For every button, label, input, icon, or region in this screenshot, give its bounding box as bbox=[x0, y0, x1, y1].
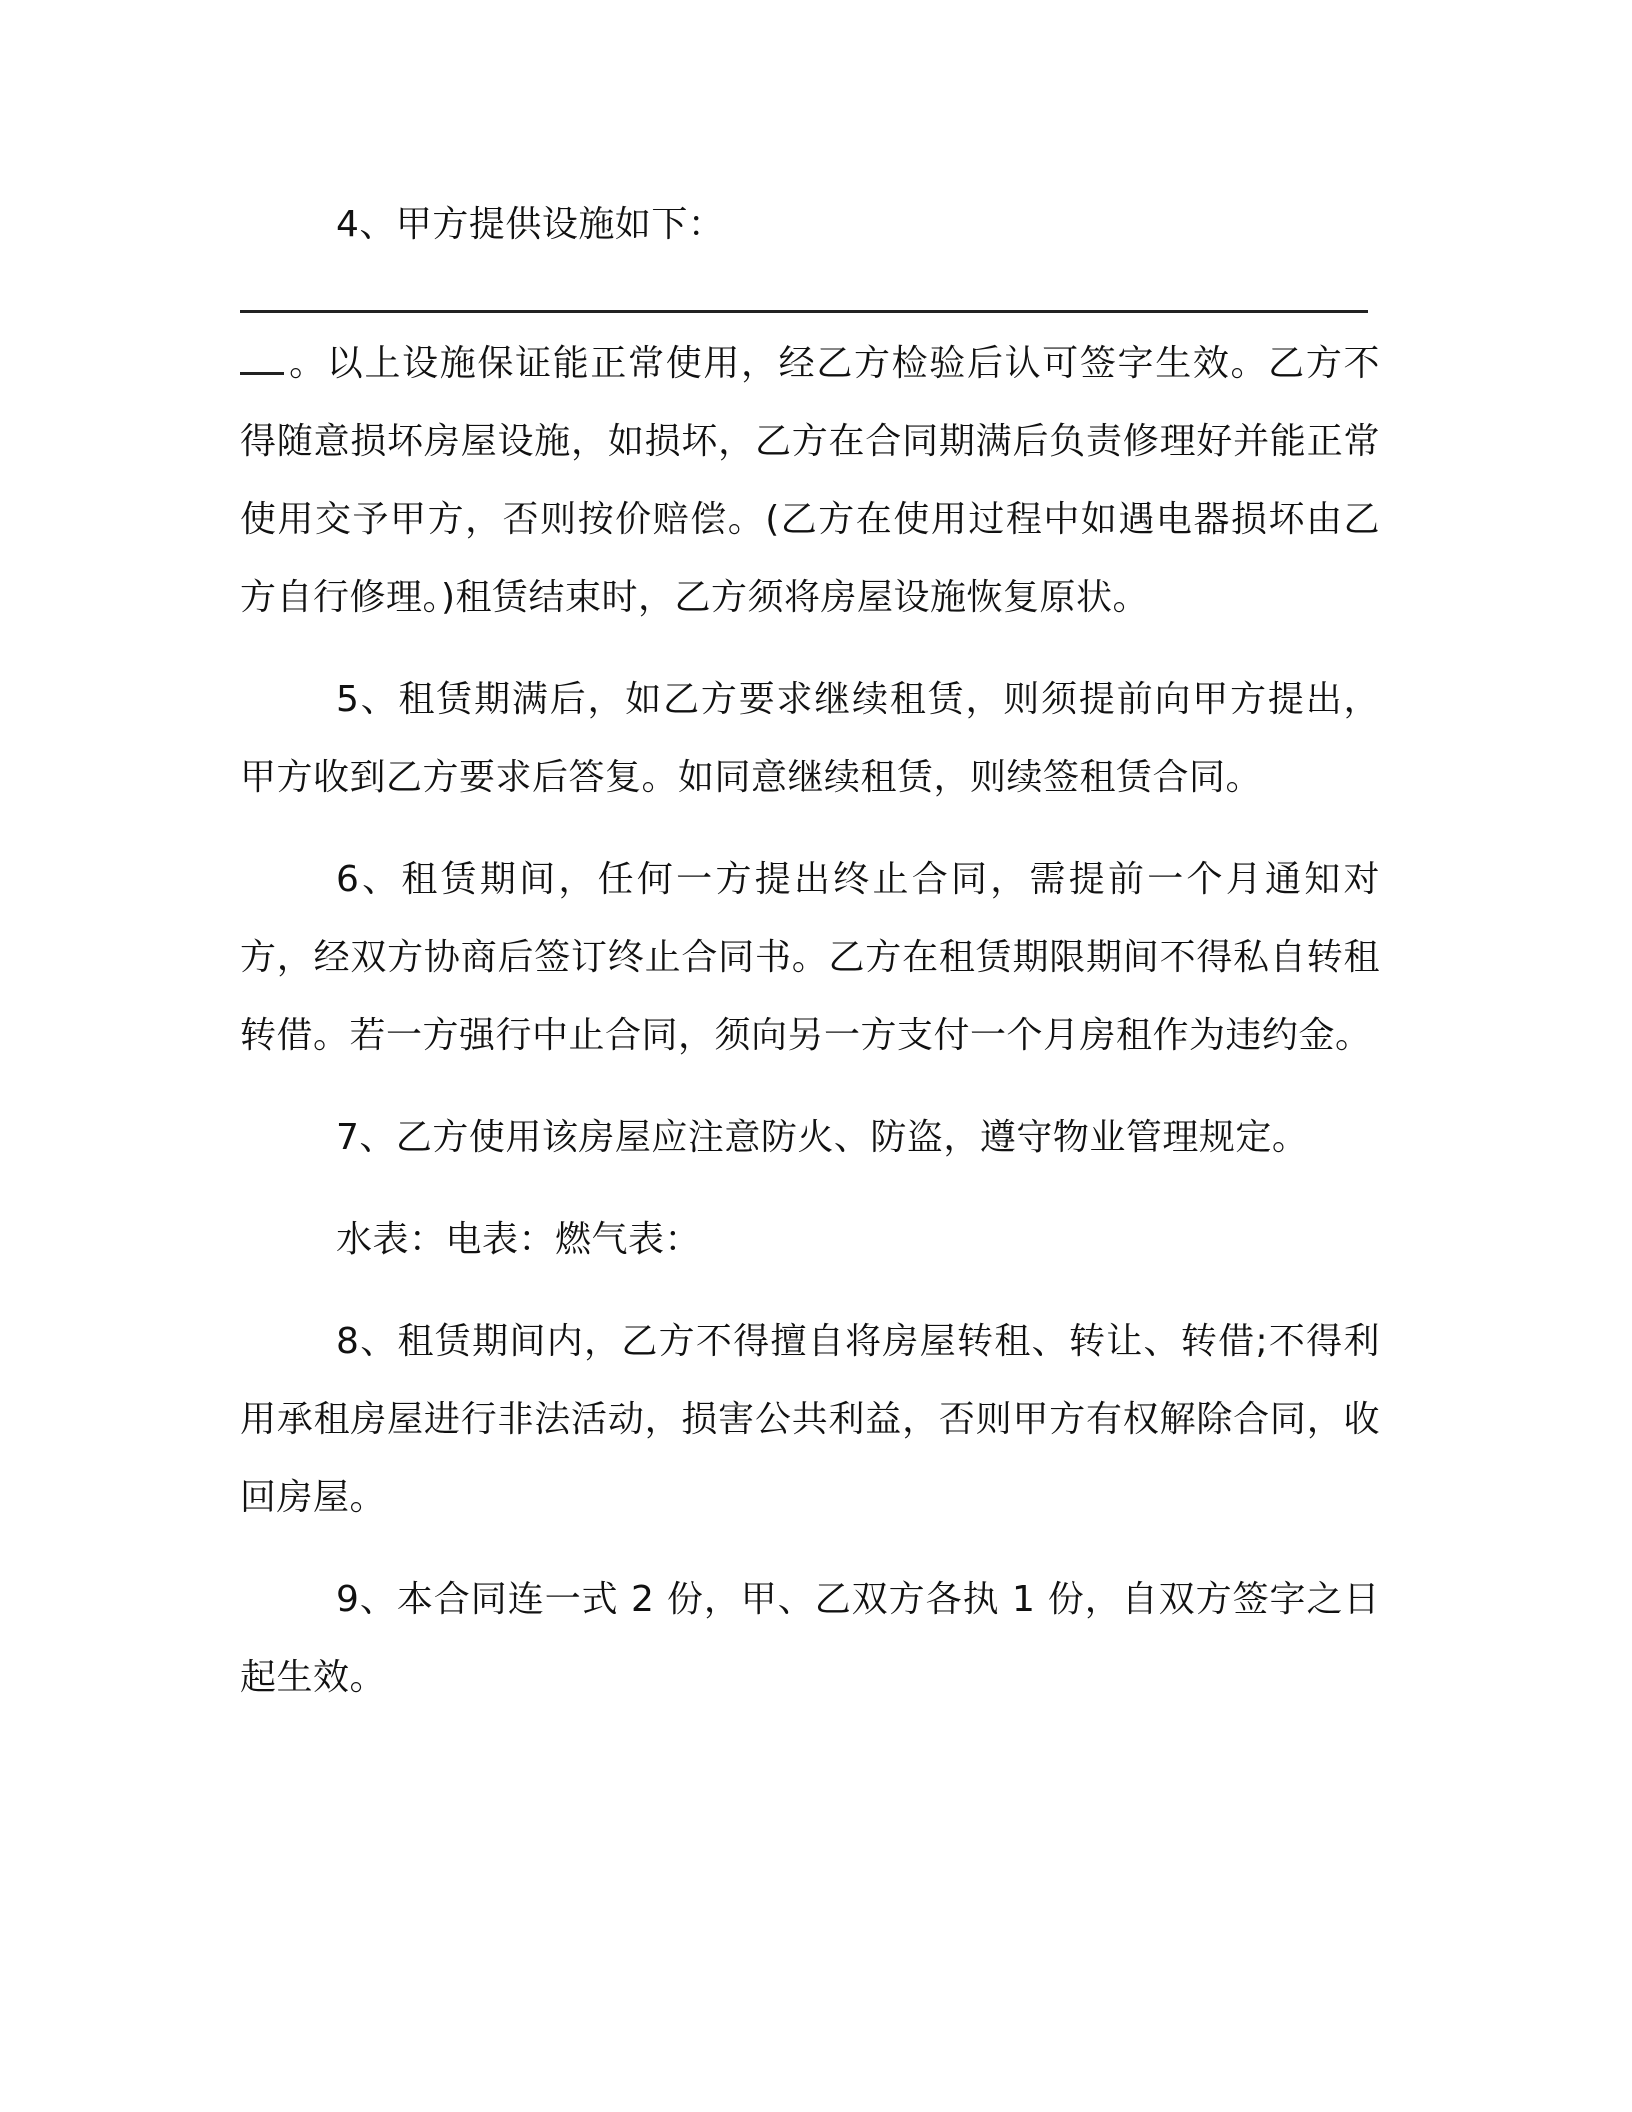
clause-7: 7、乙方使用该房屋应注意防火、防盗，遵守物业管理规定。 bbox=[336, 1117, 1309, 1158]
clause-8: 8、租赁期间内，乙方不得擅自将房屋转租、转让、转借;不得利用承租房屋进行非法活动，损害公共利益，否则甲方有权解除合同，收回房屋。 bbox=[240, 1321, 1380, 1518]
clause-4-heading: 4、甲方提供设施如下： bbox=[336, 204, 725, 245]
meter-readings: 水表：电表：燃气表： bbox=[336, 1219, 702, 1260]
clause-9: 9、本合同连一式 2 份，甲、乙双方各执 1 份，自双方签字之日起生效。 bbox=[240, 1579, 1380, 1698]
clause-6: 6、租赁期间，任何一方提出终止合同，需提前一个月通知对方，经双方协商后签订终止合同书。乙方在租赁期限期间不得私自转租转借。若一方强行中止合同，须向另一方支付一个月房租作为违约金。 bbox=[240, 859, 1380, 1056]
clause-5: 5、租赁期满后，如乙方要求继续租赁，则须提前向甲方提出，甲方收到乙方要求后答复。如同意继续租赁，则续签租赁合同。 bbox=[240, 679, 1380, 798]
facilities-blank-tail bbox=[240, 342, 284, 375]
clause-4-body bbox=[240, 325, 1380, 637]
clause-4-text: 。以上设施保证能正常使用，经乙方检验后认可签字生效。乙方不得随意损坏房屋设施，如损坏，乙方在合同期满后负责修理好并能正常使用交予甲方，否则按价赔偿。(乙方在使用过程中如遇电器损坏由乙方自行修理。)租赁结束时，乙方须将房屋设施恢复原状。 bbox=[240, 343, 1380, 618]
facilities-blank-line bbox=[240, 270, 1368, 313]
document-body bbox=[240, 186, 1380, 1741]
